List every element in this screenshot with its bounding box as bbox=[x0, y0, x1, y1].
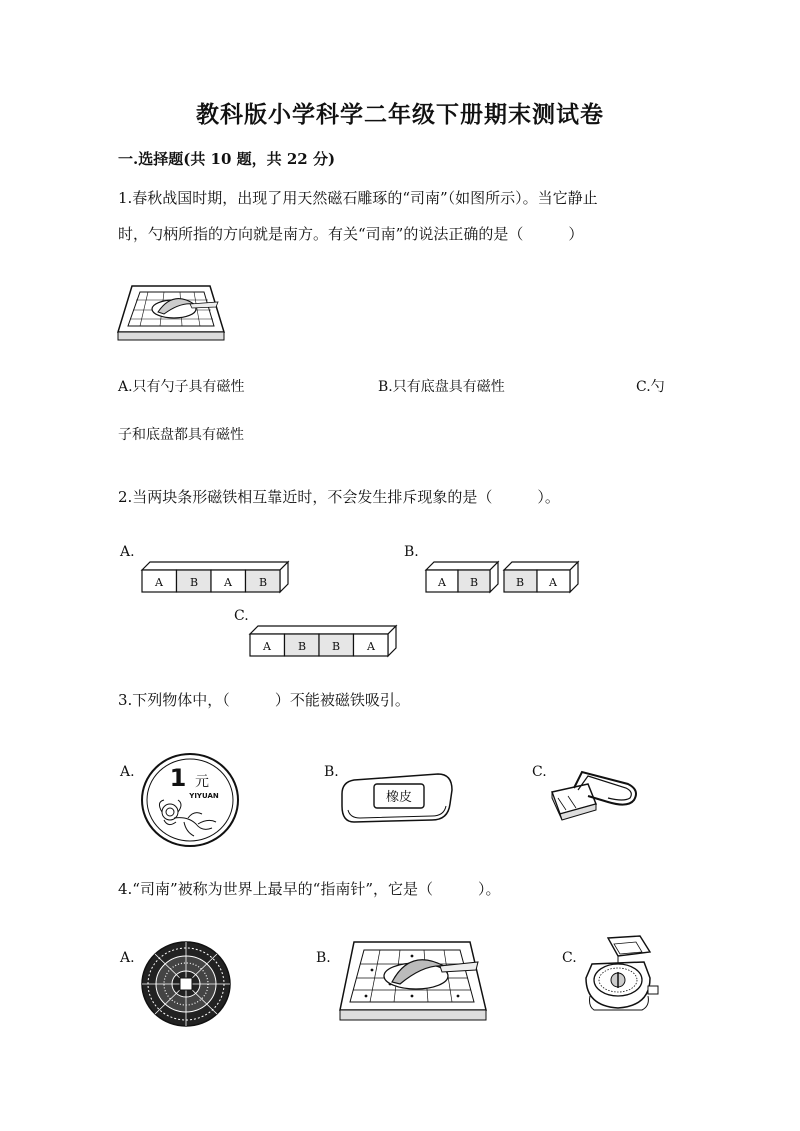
section-heading: 一.选择题(共 10 题，共 22 分) bbox=[118, 150, 336, 168]
magnets-b-right bbox=[504, 562, 580, 596]
q4-label-a[interactable]: A. bbox=[120, 950, 135, 966]
modern-compass-image bbox=[578, 934, 664, 1016]
block-c1: A bbox=[263, 640, 271, 653]
block-b1: A bbox=[438, 576, 446, 589]
q1-option-c[interactable]: C.勺 bbox=[636, 379, 665, 395]
binder-clip-image bbox=[548, 768, 642, 824]
block-a3: A bbox=[224, 576, 232, 589]
eraser-label: 橡皮 bbox=[385, 790, 413, 805]
coin-pinyin: YIYUAN bbox=[189, 792, 219, 800]
q3-label-b[interactable]: B. bbox=[324, 764, 339, 780]
block-c4: A bbox=[367, 640, 375, 653]
magnets-b-left bbox=[426, 562, 500, 596]
block-c3: B bbox=[331, 640, 341, 653]
block-b4: A bbox=[549, 576, 557, 589]
block-c2: B bbox=[297, 640, 307, 653]
page-title: 教科版小学科学二年级下册期末测试卷 bbox=[196, 101, 604, 128]
q1-line1: 1.春秋战国时期，出现了用天然磁石雕琢的“司南”（如图所示）。当它静止 bbox=[118, 189, 598, 207]
block-a2: B bbox=[189, 576, 199, 589]
q1-option-c-cont: 子和底盘都具有磁性 bbox=[118, 427, 244, 443]
q1-line2: 时，勺柄所指的方向就是南方。有关“司南”的说法正确的是（ ） bbox=[118, 225, 584, 243]
q2-text: 2.当两块条形磁铁相互靠近时，不会发生排斥现象的是（ ）。 bbox=[118, 488, 560, 506]
q1-option-a[interactable]: A.只有勺子具有磁性 bbox=[118, 379, 245, 395]
q4-text: 4.“司南”被称为世界上最早的“指南针”，它是（ ）。 bbox=[118, 880, 501, 898]
magnets-a bbox=[142, 562, 290, 596]
coin-unit: 元 bbox=[195, 774, 209, 790]
block-b2: B bbox=[469, 576, 479, 589]
coin-number: 1 bbox=[169, 764, 187, 792]
q3-label-c[interactable]: C. bbox=[532, 764, 547, 780]
magnets-c bbox=[250, 626, 398, 660]
q2-label-b[interactable]: B. bbox=[404, 544, 419, 560]
block-b3: B bbox=[515, 576, 525, 589]
compass-disc-image bbox=[140, 940, 232, 1028]
q3-label-a[interactable]: A. bbox=[120, 764, 135, 780]
q1-option-b[interactable]: B.只有底盘具有磁性 bbox=[378, 379, 505, 395]
q4-label-c[interactable]: C. bbox=[562, 950, 577, 966]
q2-label-c[interactable]: C. bbox=[234, 608, 249, 624]
q4-label-b[interactable]: B. bbox=[316, 950, 331, 966]
sinan-image-q1 bbox=[118, 282, 228, 344]
q3-text: 3.下列物体中，（ ）不能被磁铁吸引。 bbox=[118, 691, 410, 709]
eraser-image bbox=[340, 770, 454, 826]
q2-label-a[interactable]: A. bbox=[120, 544, 135, 560]
sinan-image-q4 bbox=[336, 938, 492, 1024]
block-a1: A bbox=[155, 576, 163, 589]
coin-image bbox=[138, 752, 246, 848]
block-a4: B bbox=[258, 576, 268, 589]
